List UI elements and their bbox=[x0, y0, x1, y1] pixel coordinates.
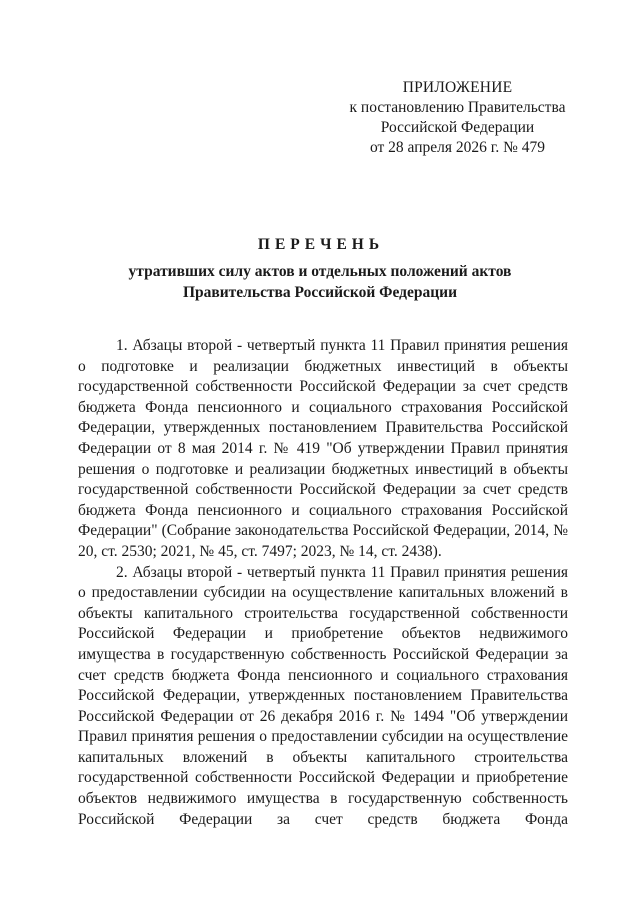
document-subtitle-line-1: утративших силу актов и отдельных положений актов bbox=[128, 263, 512, 280]
list-item-2: 2. Абзацы второй - четвертый пункта 11 Правил принятия решения о предоставлении субсидии на осуществление капитальных вложений в объекты капитального строительства государственной собственности Российской Федерации и приобретение объектов недвижимого имущества в государственную собственность Российской Федерации за счет средств бюджета Фонда пенсионного и социального страхования Российской Федерации, утвержденных постановлением Правительства Российской Федерации от 26 декабря 2016 г. № 1494 "Об утверждении Правил принятия решения о предоставлении субсидии на осуществление капитальных вложений в объекты капитального строительства государственной собственности Российской Федерации и приобретение объектов недвижимого имущества в государственную собственность Российской Федерации за счет средств бюджета Фонда bbox=[78, 563, 568, 828]
document-subtitle bbox=[100, 261, 540, 303]
appendix-header bbox=[340, 78, 575, 158]
appendix-line-3: от 28 апреля 2026 г. № 479 bbox=[369, 139, 546, 156]
document-title: ПЕРЕЧЕНЬ bbox=[257, 236, 385, 253]
list-item-1: 1. Абзацы второй - четвертый пункта 11 Правил принятия решения о подготовке и реализации бюджетных инвестиций в объекты государственной собственности Российской Федерации за счет средств бюджета Фонда пенсионного и социального страхования Российской Федерации, утвержденных постановлением Правительства Российской Федерации от 8 мая 2014 г. № 419 "Об утверждении Правил принятия решения о подготовке и реализации бюджетных инвестиций в объекты государственной собственности Российской Федерации за счет средств бюджета Фонда пенсионного и социального страхования Российской Федерации" (Собрание законодательства Российской Федерации, 2014, № 20, ст. 2530; 2021, № 45, ст. 7497; 2023, № 14, ст. 2438). bbox=[78, 337, 568, 560]
appendix-title: ПРИЛОЖЕНИЕ bbox=[402, 79, 513, 96]
document-subtitle-line-2: Правительства Российской Федерации bbox=[182, 284, 458, 301]
appendix-line-1: к постановлению Правительства bbox=[349, 99, 566, 116]
document-body bbox=[78, 336, 568, 830]
appendix-line-2: Российской Федерации bbox=[380, 119, 535, 136]
